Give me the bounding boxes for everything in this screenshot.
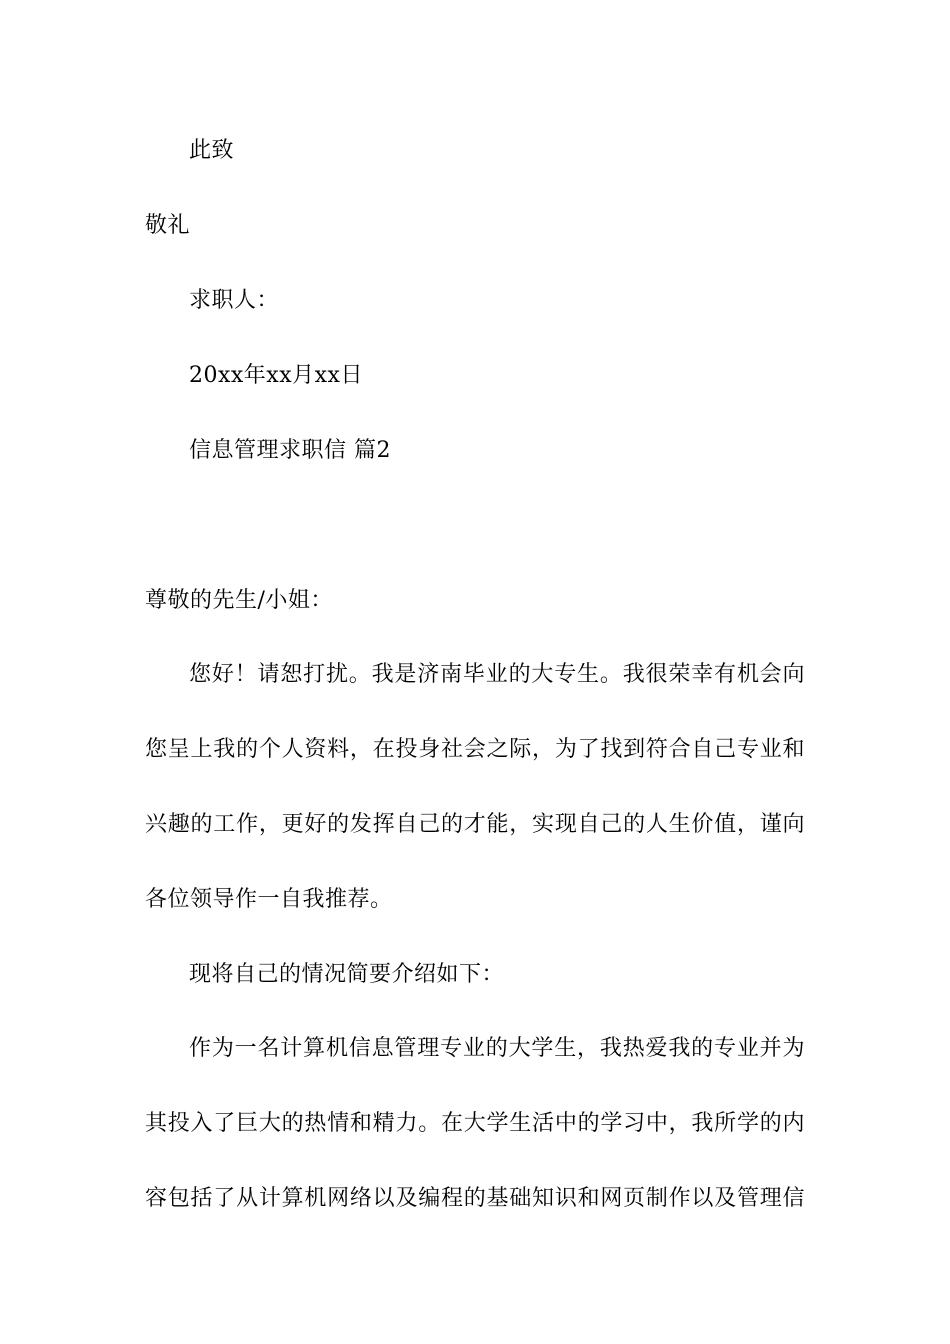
paragraph-line: 容包括了从计算机网络以及编程的基础知识和网页制作以及管理信 <box>145 1186 805 1211</box>
paragraph-line: 现将自己的情况简要介绍如下： <box>189 962 505 987</box>
letter-date: 20xx年xx月xx日 <box>189 363 363 388</box>
paragraph-line: 作为一名计算机信息管理专业的大学生，我热爱我的专业并为 <box>189 1036 805 1061</box>
paragraph-line: 各位领导作一自我推荐。 <box>145 887 393 912</box>
closing-salute: 敬礼 <box>145 213 191 238</box>
paragraph-line: 您好！请恕打扰。我是济南毕业的大专生。我很荣幸有机会向 <box>189 662 805 687</box>
section-title: 信息管理求职信 篇2 <box>189 438 391 463</box>
salutation: 尊敬的先生/小姐： <box>145 588 333 613</box>
paragraph-line: 您呈上我的个人资料，在投身社会之际，为了找到符合自己专业和 <box>145 737 805 762</box>
closing-phrase: 此致 <box>189 138 235 163</box>
paragraph-line: 兴趣的工作，更好的发挥自己的才能，实现自己的人生价值，谨向 <box>145 812 805 837</box>
paragraph-line: 其投入了巨大的热情和精力。在大学生活中的学习中，我所学的内 <box>145 1111 805 1136</box>
applicant-label: 求职人： <box>189 288 280 313</box>
